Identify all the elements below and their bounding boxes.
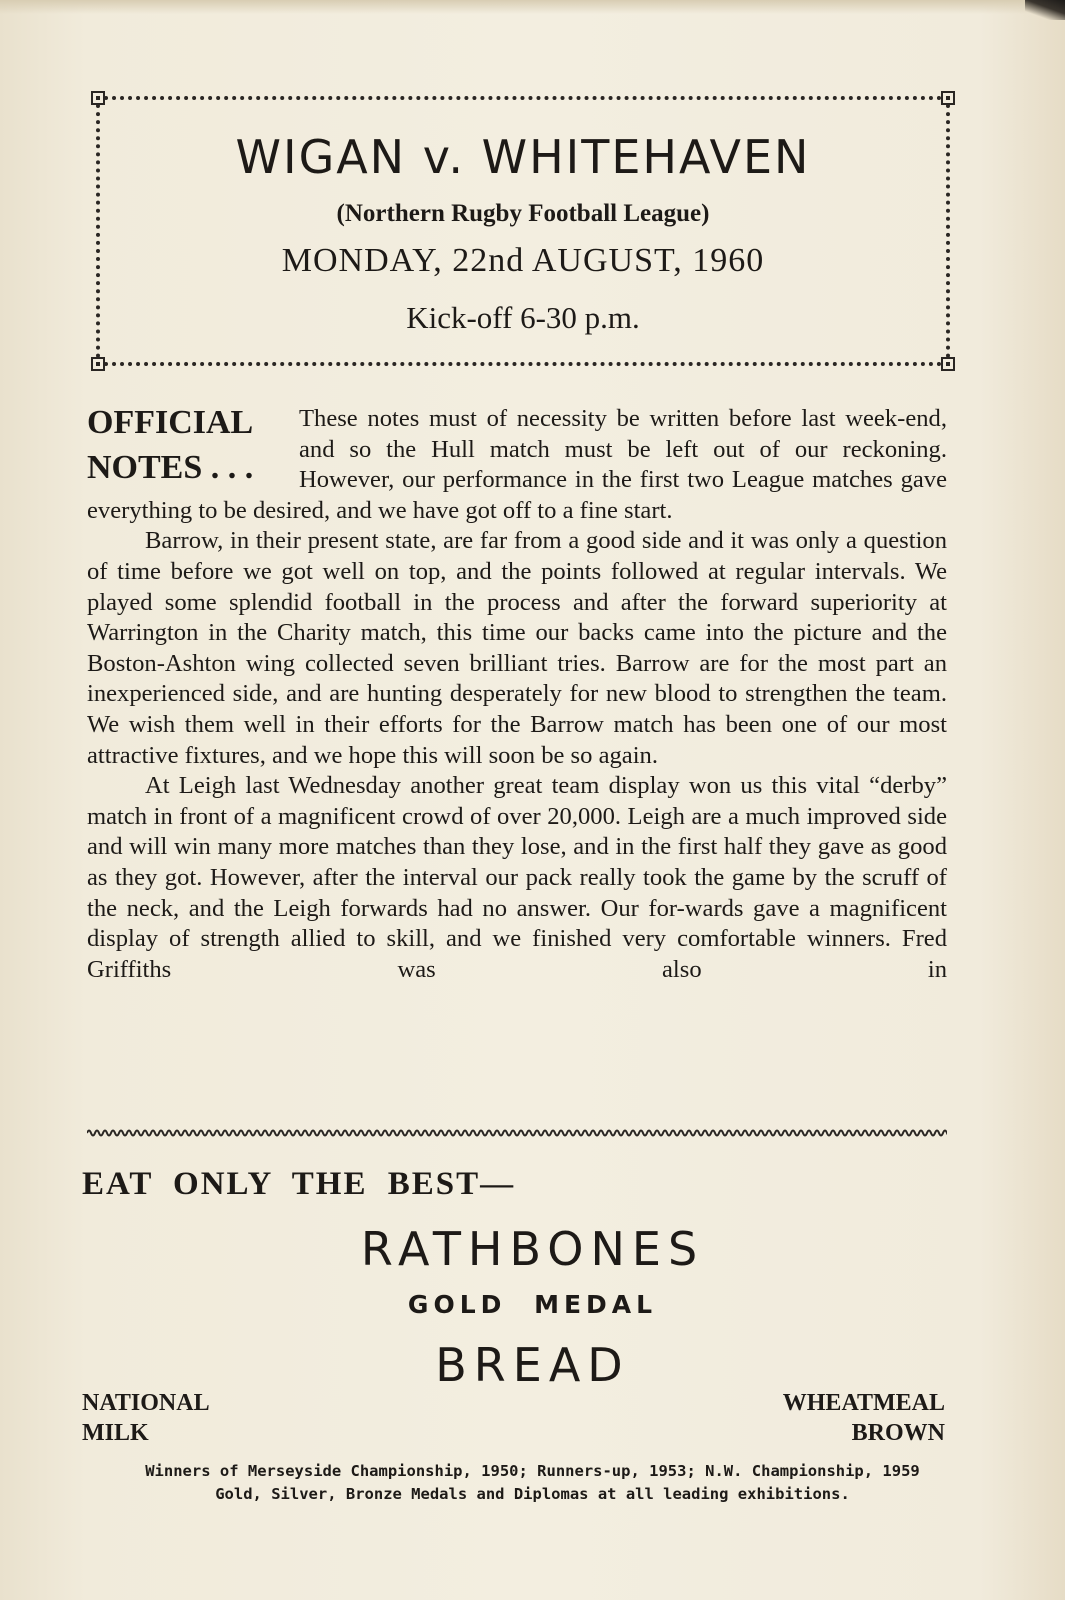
page-top-edge (0, 0, 1065, 14)
notes-paragraph-2: Barrow, in their present state, are far from a good side and it was only a question of time before we got well on top, and the points followed at regular intervals. We played some splendid football in the process and after the forward superiority at Warrington in the Charity match, this time our backs came into the picture and the Boston-Ashton wing collected seven brilliant tries. Barrow are for the most part an inexperienced side, and are hunting desperately for new blood to strengthen the team. We wish them well in their efforts for the Barrow match has been one of our most attractive fixtures, and we hope this will soon be so again. (87, 527, 947, 769)
corner-ornament-icon (941, 357, 955, 371)
league-name: (Northern Rugby Football League) (336, 200, 710, 227)
official-notes (87, 404, 947, 985)
corner-ornament-icon (91, 357, 105, 371)
match-title: WIGAN v. WHITEHAVEN (235, 130, 811, 184)
advert-awards-line1: Winners of Merseyside Championship, 1950; Runners-up, 1953; N.W. Championship, 1959 (145, 1462, 920, 1480)
advert-subtitle: GOLD MEDAL (407, 1290, 658, 1319)
corner-ornament-icon (941, 91, 955, 105)
advert-left-line1: NATIONAL (82, 1390, 210, 1416)
wavy-divider (87, 1127, 947, 1139)
advert-awards (0, 1460, 1065, 1506)
kickoff-time: Kick-off 6-30 p.m. (406, 300, 640, 335)
notes-heading-line2: NOTES . . . (87, 449, 254, 486)
corner-ornament-icon (91, 91, 105, 105)
advert-right-products (783, 1388, 945, 1448)
page-corner-shadow (1025, 0, 1065, 20)
advert-left-products (82, 1388, 210, 1448)
advert-awards-line2: Gold, Silver, Bronze Medals and Diplomas at all leading exhibitions. (215, 1485, 850, 1503)
advert-left-line2: MILK (82, 1420, 149, 1446)
advert-right-line2: BROWN (851, 1420, 945, 1446)
header-box (96, 96, 950, 366)
notes-paragraph-1: These notes must of necessity be written before last week-end, and so the Hull match must be left out of our reckoning. However, our performance in the first two League matches gave everything to be desired, and we have got off to a fine start. (87, 405, 947, 524)
match-date: MONDAY, 22nd AUGUST, 1960 (281, 242, 765, 279)
advert-tagline: EAT ONLY THE BEST— (82, 1166, 516, 1202)
advert-right-line1: WHEATMEAL (782, 1390, 945, 1416)
notes-heading-line1: OFFICIAL (87, 404, 254, 441)
notes-paragraph-3: At Leigh last Wednesday another great team display won us this vital “derby” match in front of a magnificent crowd of over 20,000. Leigh are a much improved side and will win many more matches than they lose, and in the first half they gave as good as they got. However, after the interval our pack really took the game by the scruff of the neck, and the Leigh forwards had no answer. Our for-wards gave a magnificent display of strength allied to skill, and we finished very comfortable winners. Fred Griffiths was also in (87, 772, 947, 983)
advert-product: BREAD (435, 1338, 630, 1392)
notes-heading (87, 400, 287, 492)
advert-brand: RATHBONES (360, 1222, 705, 1276)
